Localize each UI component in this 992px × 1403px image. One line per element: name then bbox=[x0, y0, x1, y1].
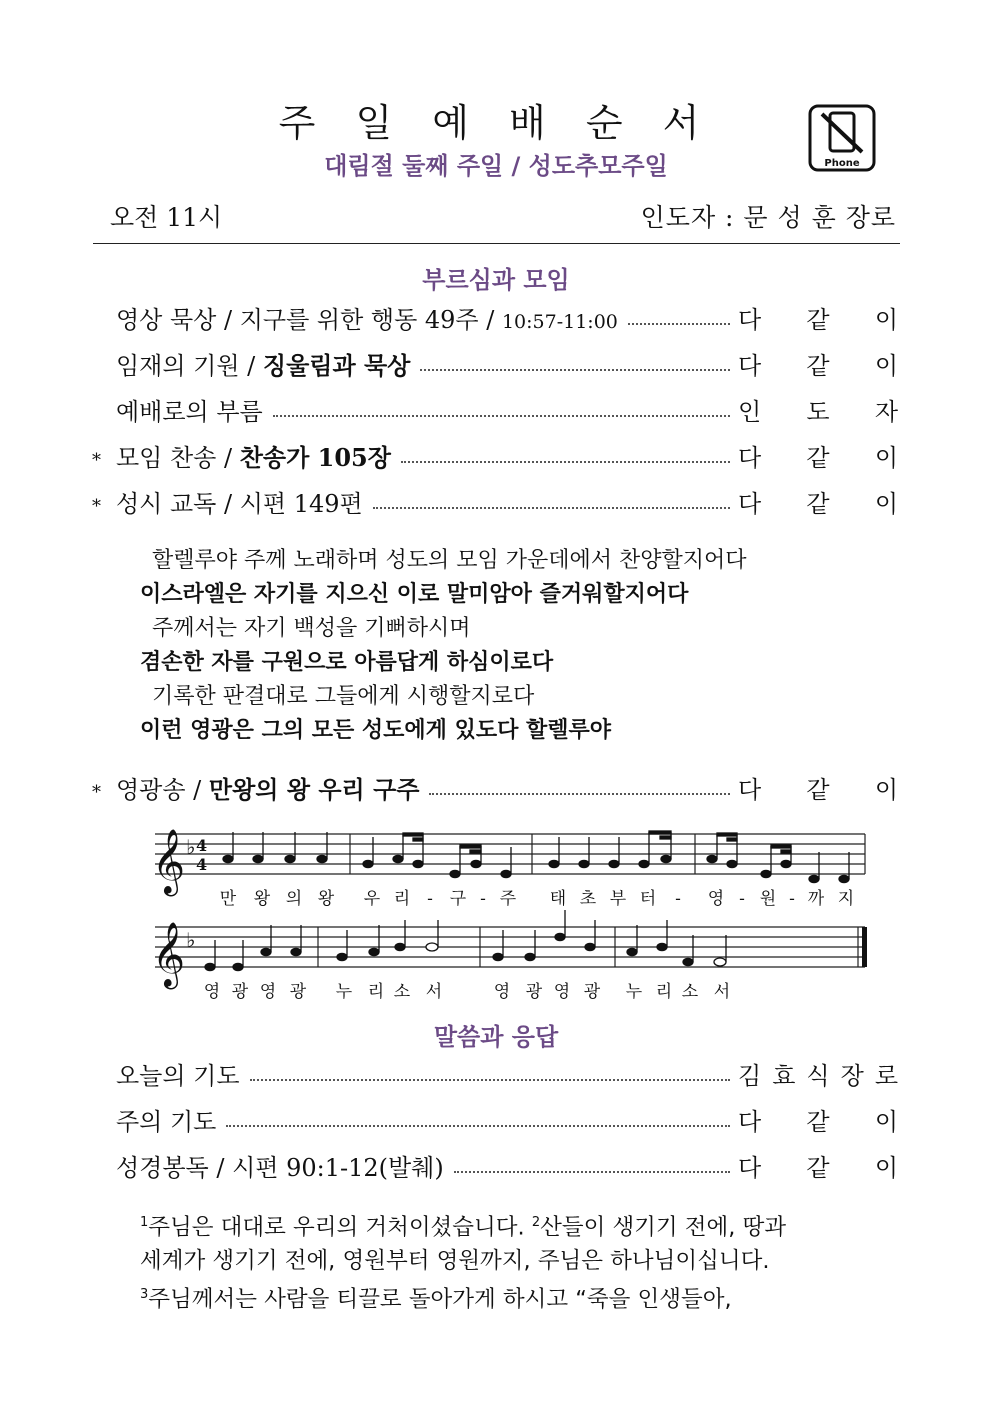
svg-text:터: 터 bbox=[639, 889, 657, 909]
dot-leader bbox=[401, 461, 730, 463]
order-item-gloria: * 영광송 / 만왕의 왕 우리 구주 다 같 이 bbox=[92, 770, 898, 810]
dot-leader bbox=[429, 793, 730, 795]
svg-text:영: 영 bbox=[259, 982, 277, 1002]
reading-leader-line: 기록한 판결대로 그들에게 시행할지로다 bbox=[152, 684, 535, 709]
svg-text:만: 만 bbox=[219, 889, 237, 909]
reading-congregation-line: 겸손한 자를 구원으로 아름답게 하심이로다 bbox=[140, 650, 554, 675]
svg-text:-: - bbox=[739, 889, 745, 909]
svg-text:영: 영 bbox=[553, 982, 571, 1002]
svg-text:서: 서 bbox=[425, 982, 443, 1002]
service-leader: 인도자 : 문 성 훈 장로 bbox=[640, 203, 896, 232]
svg-text:4: 4 bbox=[196, 836, 208, 855]
svg-text:서: 서 bbox=[713, 982, 731, 1002]
svg-text:𝄞: 𝄞 bbox=[152, 829, 186, 894]
order-item: 임재의 기원 / 징울림과 묵상 다 같 이 bbox=[92, 346, 898, 386]
svg-text:영: 영 bbox=[203, 982, 221, 1002]
order-item: 오늘의 기도 김 효 식 장 로 bbox=[92, 1056, 898, 1096]
svg-text:♭: ♭ bbox=[186, 928, 196, 952]
reading-leader-line: 주께서는 자기 백성을 기뻐하시며 bbox=[152, 616, 471, 641]
responsive-reading bbox=[140, 544, 747, 748]
participant: 다 같 이 bbox=[738, 306, 898, 334]
no-phone-icon bbox=[808, 104, 876, 172]
reading-congregation-line: 이스라엘은 자기를 지으신 이로 말미암아 즐거워할지어다 bbox=[140, 582, 689, 607]
dot-leader bbox=[420, 369, 730, 371]
svg-text:광: 광 bbox=[231, 982, 249, 1002]
participant: 김 효 식 장 로 bbox=[738, 1062, 898, 1090]
reading-leader-line: 할렐루야 주께 노래하며 성도의 모임 가운데에서 찬양할지어다 bbox=[152, 548, 747, 573]
svg-text:리: 리 bbox=[367, 982, 385, 1002]
svg-text:-: - bbox=[789, 889, 795, 909]
dot-leader bbox=[373, 507, 730, 509]
header-divider bbox=[93, 243, 900, 244]
svg-text:-: - bbox=[675, 889, 681, 909]
participant: 인 도 자 bbox=[738, 398, 898, 426]
svg-text:원: 원 bbox=[759, 889, 777, 909]
page-subtitle: 대림절 둘째 주일 / 성도추모주일 bbox=[324, 152, 668, 180]
svg-text:-: - bbox=[427, 889, 433, 909]
order-item: 주의 기도 다 같 이 bbox=[92, 1102, 898, 1142]
svg-text:-: - bbox=[480, 889, 486, 909]
participant: 다 같 이 bbox=[738, 444, 898, 472]
music-score bbox=[150, 822, 880, 1011]
svg-text:구: 구 bbox=[449, 889, 467, 909]
order-item: 성경봉독 / 시편 90:1-12(발췌) 다 같 이 bbox=[92, 1148, 898, 1188]
svg-text:광: 광 bbox=[525, 982, 543, 1002]
phone-icon-label: Phone bbox=[824, 158, 860, 169]
participant: 다 같 이 bbox=[738, 352, 898, 380]
svg-text:4: 4 bbox=[196, 855, 208, 874]
dot-leader bbox=[226, 1125, 730, 1127]
order-item: 예배로의 부름 인 도 자 bbox=[92, 392, 898, 432]
svg-text:초: 초 bbox=[579, 889, 597, 909]
dot-leader bbox=[628, 323, 730, 325]
order-item: 영상 묵상 / 지구를 위한 행동 49주 / 10:57-11:00 다 같 이 bbox=[92, 300, 898, 340]
reading-congregation-line: 이런 영광은 그의 모든 성도에게 있도다 할렐루야 bbox=[140, 718, 611, 743]
svg-text:왕: 왕 bbox=[317, 889, 335, 909]
svg-text:지: 지 bbox=[837, 889, 855, 909]
svg-text:누: 누 bbox=[625, 982, 643, 1002]
svg-text:까: 까 bbox=[807, 889, 825, 909]
svg-text:우: 우 bbox=[363, 889, 381, 909]
participant: 다 같 이 bbox=[738, 1154, 898, 1182]
svg-text:♭: ♭ bbox=[186, 835, 196, 859]
dot-leader bbox=[273, 415, 730, 417]
scripture-text: $^1$주님은 대대로 우리의 거처이셨습니다. $^2$산들이 생기기 전에, 땅과 세계가 생기기 전에, 영원부터 영원까지, 주님은 하나님이십니다. $^3$주님께서는 사람을 티끌로 돌아가게 하시고 “죽을 인생들아, bbox=[140, 1214, 787, 1312]
svg-text:의: 의 bbox=[285, 889, 303, 909]
svg-text:광: 광 bbox=[583, 982, 601, 1002]
svg-text:광: 광 bbox=[289, 982, 307, 1002]
svg-text:소: 소 bbox=[393, 982, 411, 1002]
dot-leader bbox=[454, 1171, 730, 1173]
svg-text:주: 주 bbox=[499, 889, 517, 909]
participant: 다 같 이 bbox=[738, 1108, 898, 1136]
svg-text:왕: 왕 bbox=[253, 889, 271, 909]
page-title: 주 일 예 배 순 서 bbox=[278, 101, 714, 145]
service-time: 오전 11시 bbox=[110, 203, 223, 232]
order-item: * 성시 교독 / 시편 149편 다 같 이 bbox=[92, 484, 898, 524]
svg-text:부: 부 bbox=[609, 889, 627, 909]
svg-text:리: 리 bbox=[393, 889, 411, 909]
order-item: * 모임 찬송 / 찬송가 105장 다 같 이 bbox=[92, 438, 898, 478]
participant: 다 같 이 bbox=[738, 776, 898, 804]
svg-text:태: 태 bbox=[549, 889, 567, 909]
svg-text:영: 영 bbox=[493, 982, 511, 1002]
svg-text:영: 영 bbox=[707, 889, 725, 909]
dot-leader bbox=[250, 1079, 730, 1081]
svg-text:누: 누 bbox=[335, 982, 353, 1002]
section-title-word: 말씀과 응답 bbox=[433, 1023, 559, 1051]
participant: 다 같 이 bbox=[738, 490, 898, 518]
svg-text:리: 리 bbox=[655, 982, 673, 1002]
svg-text:소: 소 bbox=[681, 982, 699, 1002]
svg-text:𝄞: 𝄞 bbox=[152, 922, 186, 987]
section-title-calling: 부르심과 모임 bbox=[422, 266, 570, 294]
